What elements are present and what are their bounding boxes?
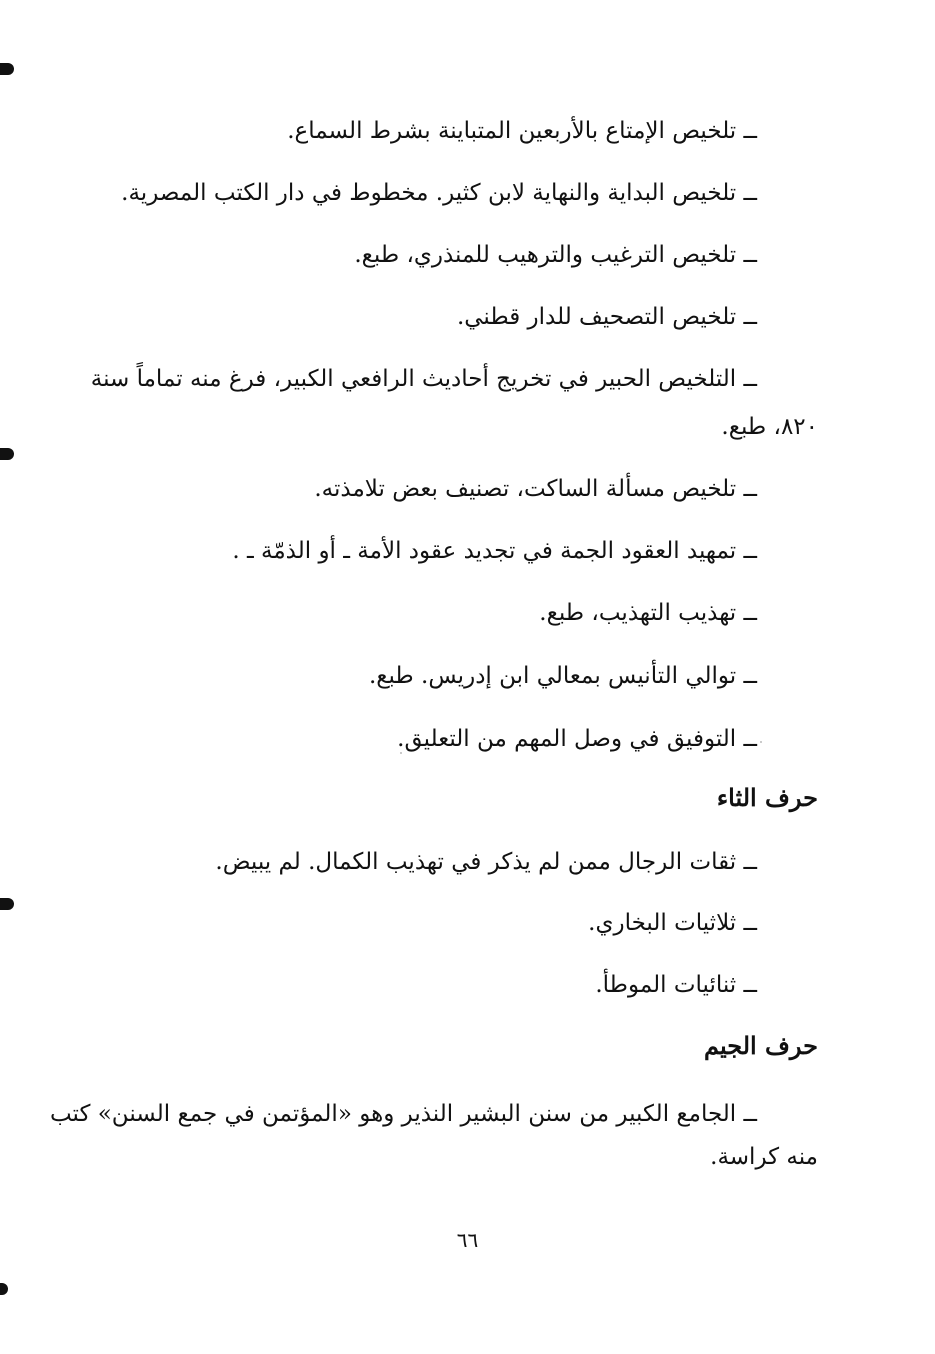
entry-line-continuation: منه كراسة. [710,1144,818,1170]
entry-line: ــ تمهيد العقود الجمة في تجديد عقود الأمة ـ أو الذمّة ـ . [232,538,757,564]
entry-line: ــ الجامع الكبير من سنن البشير النذير وهو «المؤتمن في جمع السنن» كتب [49,1101,757,1127]
entry-line: ــ ثنائيات الموطأ. [595,972,757,998]
entry-line: ــ تلخيص الإمتاع بالأربعين المتباينة بشرط السماع. [287,118,757,144]
entry-line: ــ التلخيص الحبير في تخريج أحاديث الرافعي الكبير، فرغ منه تماماً سنة [90,366,757,392]
scan-speck [760,741,762,743]
section-heading: حرف الثاء [716,783,818,812]
entry-line: ــ تلخيص الترغيب والترهيب للمنذري، طبع. [354,242,757,268]
entry-line: ــ تلخيص التصحيف للدار قطني. [456,304,757,330]
binding-hole-mark [0,898,14,910]
entry-line: ــ التوفيق في وصل المهم من التعليق. [397,726,757,752]
entry-line: ــ توالي التأنيس بمعالي ابن إدريس. طبع. [368,663,757,689]
binding-hole-mark [0,63,14,75]
entry-line-continuation: ٨٢٠، طبع. [721,414,818,440]
entry-line: ــ ثلاثيات البخاري. [588,910,757,936]
entry-line: ــ تهذيب التهذيب، طبع. [539,600,757,626]
page-number: ٦٦ [456,1228,479,1252]
section-heading: حرف الجيم [704,1031,818,1060]
binding-hole-mark [0,448,14,460]
entry-line: ــ تلخيص البداية والنهاية لابن كثير. مخطوط في دار الكتب المصرية. [121,180,757,206]
binding-hole-mark [0,1283,8,1295]
entry-line: ــ تلخيص مسألة الساكت، تصنيف بعض تلامذته. [314,476,757,502]
entry-line: ــ ثقات الرجال ممن لم يذكر في تهذيب الكمال. لم يبيض. [215,849,757,875]
